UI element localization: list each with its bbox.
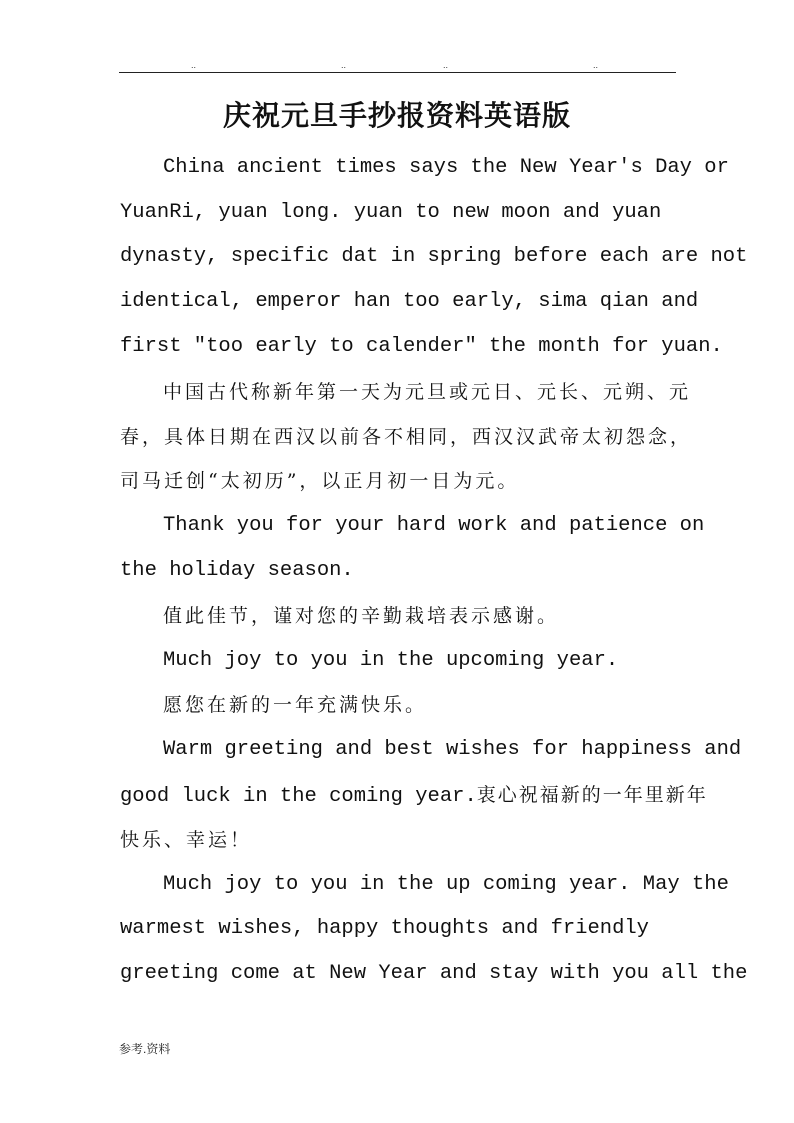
text-line: greeting come at New Year and stay with you all the [120, 962, 748, 985]
header-mark: .. [593, 60, 599, 70]
text-line: China ancient times says the New Year's Day or [163, 156, 729, 179]
header-mark: .. [191, 60, 197, 70]
header-mark: .. [341, 60, 347, 70]
text-line [120, 782, 708, 810]
text-line: Thank you for your hard work and patience on [163, 514, 705, 537]
text-line: 愿您在新的一年充满快乐。 [163, 694, 428, 716]
text-segment: good luck in the coming year. [120, 785, 477, 808]
text-line: 中国古代称新年第一天为元旦或元日、元长、元朔、元 [163, 381, 692, 403]
text-line: dynasty, specific dat in spring before each are not [120, 245, 748, 268]
text-line: Much joy to you in the up coming year. May the [163, 873, 729, 896]
document-title: 庆祝元旦手抄报资料英语版 [222, 99, 571, 132]
text-line: YuanRi, yuan long. yuan to new moon and yuan [120, 201, 662, 224]
text-line: identical, emperor han too early, sima qian and [120, 290, 699, 313]
text-line: warmest wishes, happy thoughts and friendly [120, 917, 649, 940]
text-line: 值此佳节，谨对您的辛勤栽培表示感谢。 [163, 605, 560, 627]
header-rule [119, 72, 676, 73]
text-line: first "too early to calender" the month for yuan. [120, 335, 723, 358]
header-mark: .. [443, 60, 449, 70]
text-segment: 衷心祝福新的一年里新年 [476, 784, 708, 806]
page-footer: 参考.资料 [119, 1042, 171, 1056]
text-line: 春，具体日期在西汉以前各不相同，西汉汉武帝太初怨念， [120, 426, 693, 448]
text-line: 司马迁创“太初历”，以正月初一日为元。 [120, 470, 520, 492]
text-line: the holiday season. [120, 559, 354, 582]
text-line: 快乐、幸运！ [120, 829, 253, 851]
text-line: Much joy to you in the upcoming year. [163, 649, 619, 672]
text-line: Warm greeting and best wishes for happiness and [163, 738, 742, 761]
